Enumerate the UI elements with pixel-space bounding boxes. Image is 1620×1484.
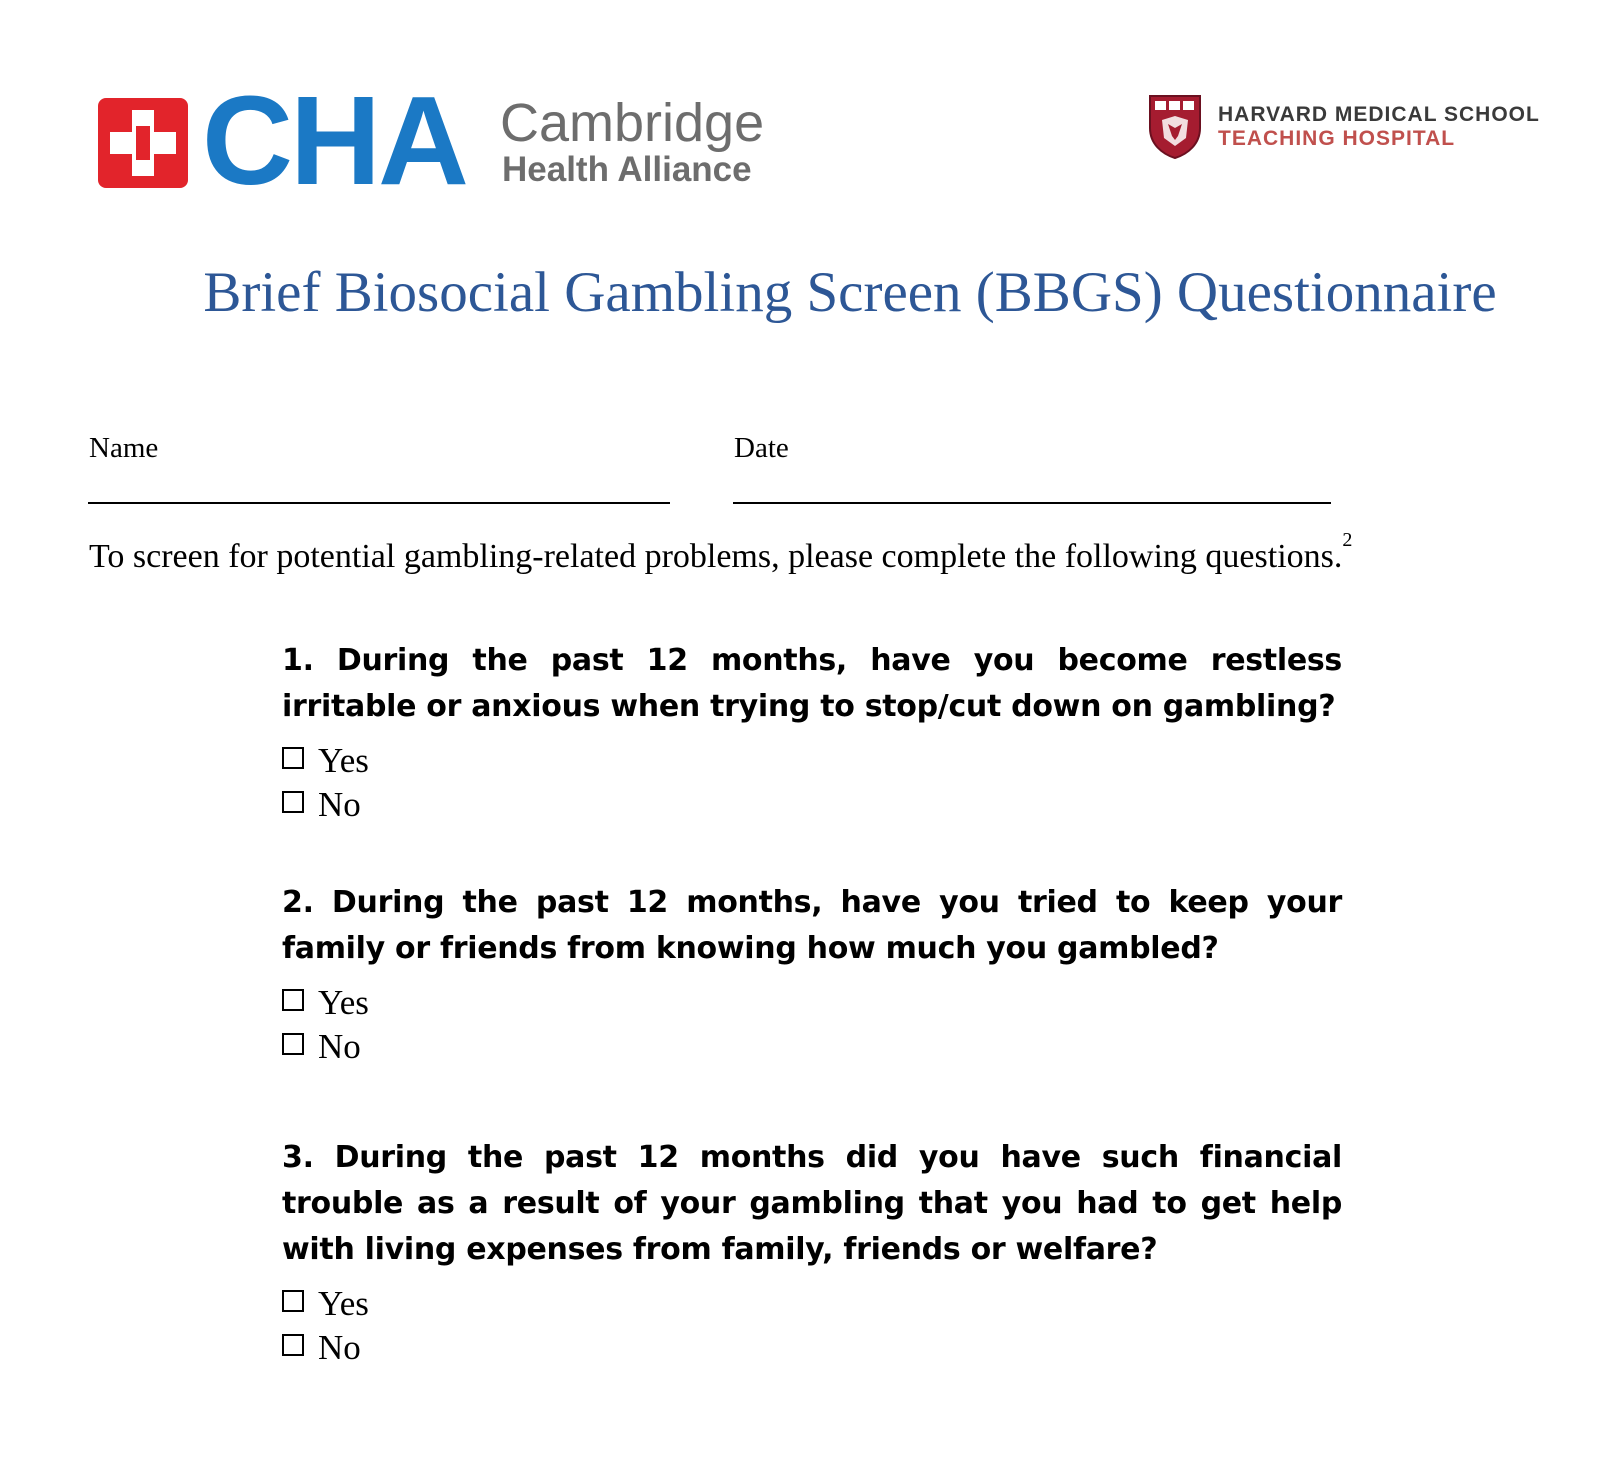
option-no[interactable] — [282, 782, 1342, 826]
name-field[interactable] — [88, 502, 670, 504]
answer-options — [282, 980, 1342, 1068]
date-label: Date — [734, 432, 789, 464]
checkbox-no[interactable] — [282, 1033, 304, 1055]
option-label: Yes — [318, 982, 369, 1022]
option-no[interactable] — [282, 1024, 1342, 1068]
option-label: No — [318, 1327, 361, 1367]
option-label: No — [318, 784, 361, 824]
hms-subtitle: TEACHING HOSPITAL — [1218, 127, 1456, 150]
intro-text — [89, 529, 1353, 575]
option-label: Yes — [318, 1283, 369, 1323]
question-1 — [282, 638, 1342, 826]
option-label: No — [318, 1026, 361, 1066]
question-3 — [282, 1135, 1342, 1369]
name-label: Name — [89, 432, 159, 464]
cha-cross-icon — [96, 96, 190, 190]
hms-name: HARVARD MEDICAL SCHOOL — [1218, 103, 1540, 126]
question-text: 3. During the past 12 months did you have such financial trouble as a result of your gambling that you had to get help with living expenses from family, friends or welfare? — [282, 1140, 1342, 1267]
checkbox-yes[interactable] — [282, 989, 304, 1011]
option-yes[interactable] — [282, 980, 1342, 1024]
intro-sentence: To screen for potential gambling-related problems, please complete the following questions. — [89, 538, 1343, 575]
question-text: 1. During the past 12 months, have you become restless irritable or anxious when trying to stop/cut down on gambling? — [282, 643, 1342, 724]
date-field[interactable] — [733, 502, 1331, 504]
cha-name-line2: Health Alliance — [502, 150, 752, 189]
harvard-shield-icon — [1148, 94, 1202, 160]
option-label: Yes — [318, 740, 369, 780]
checkbox-no[interactable] — [282, 791, 304, 813]
option-no[interactable] — [282, 1325, 1342, 1369]
option-yes[interactable] — [282, 1281, 1342, 1325]
question-2 — [282, 880, 1342, 1068]
answer-options — [282, 1281, 1342, 1369]
checkbox-no[interactable] — [282, 1334, 304, 1356]
checkbox-yes[interactable] — [282, 747, 304, 769]
cha-letters: CHA — [202, 70, 466, 211]
hms-logo — [1148, 94, 1548, 164]
checkbox-yes[interactable] — [282, 1290, 304, 1312]
answer-options — [282, 738, 1342, 826]
footnote-marker: 2 — [1342, 529, 1353, 551]
page-title: Brief Biosocial Gambling Screen (BBGS) Questionnaire — [203, 261, 1497, 324]
question-text: 2. During the past 12 months, have you tried to keep your family or friends from knowing how much you gambled? — [282, 885, 1342, 966]
cha-name-line1: Cambridge — [500, 93, 765, 153]
option-yes[interactable] — [282, 738, 1342, 782]
cha-logo — [96, 70, 796, 211]
